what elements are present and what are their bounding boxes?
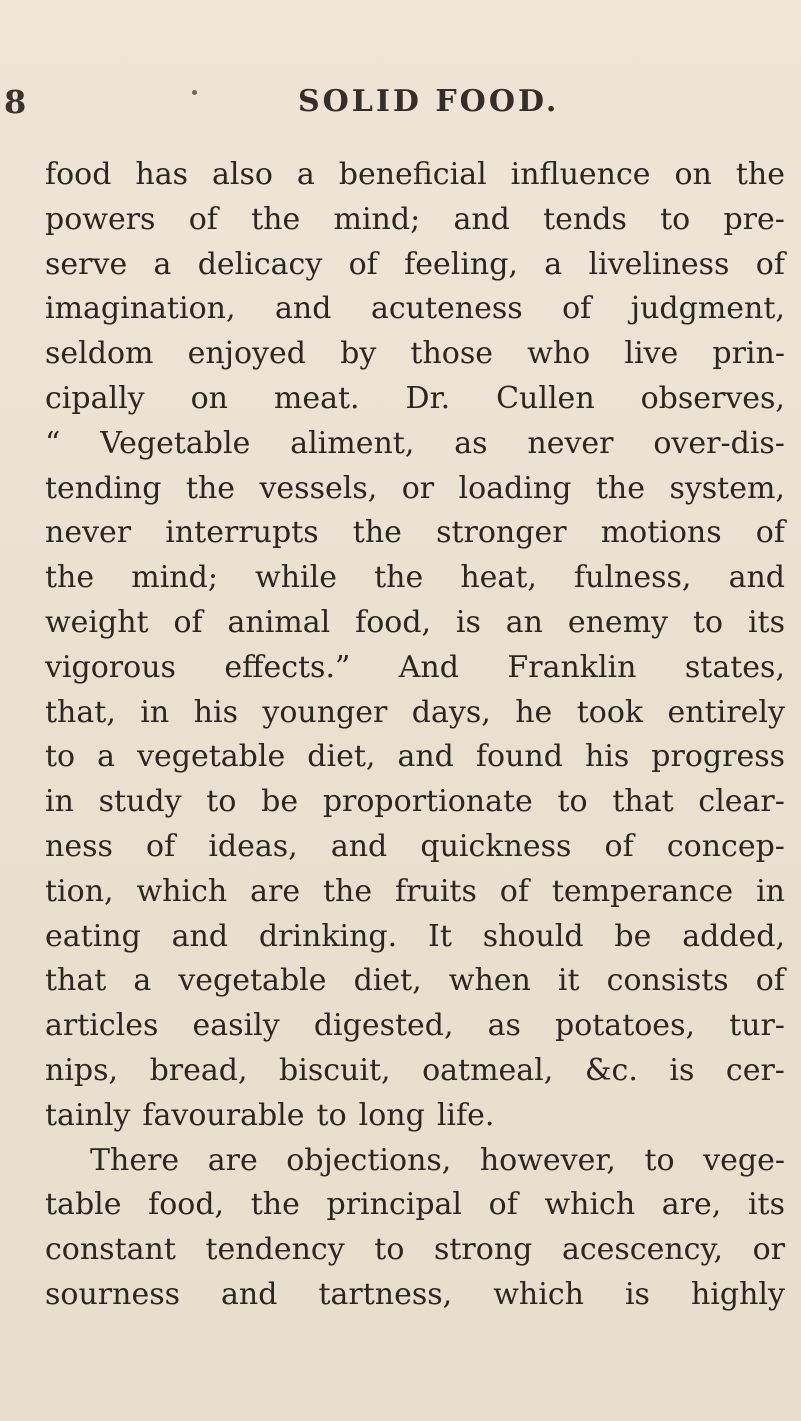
word: be [614, 918, 652, 954]
word: eating [45, 918, 141, 954]
running-head-title: SOLID FOOD. [298, 84, 560, 119]
word: study [98, 784, 182, 820]
word: And [398, 649, 459, 685]
word: ness [45, 828, 113, 864]
word: tending [45, 470, 162, 506]
word: by [340, 336, 377, 372]
text-line [45, 870, 785, 915]
word: “ [45, 425, 61, 461]
word: sourness [45, 1276, 180, 1312]
word: or [752, 1232, 785, 1268]
word: a [133, 963, 152, 999]
word: and [275, 291, 332, 327]
text-line [45, 601, 785, 646]
running-head [0, 82, 801, 122]
word: that [45, 963, 107, 999]
word: those [410, 336, 493, 372]
text-line [45, 198, 785, 243]
word: as [454, 425, 488, 461]
text-line [45, 691, 785, 736]
text-line [45, 825, 785, 870]
word: a [97, 739, 116, 775]
word: Cullen [496, 380, 595, 416]
word: life. [436, 1097, 495, 1133]
word: and [397, 739, 454, 775]
word: acuteness [370, 291, 523, 327]
word: never [527, 425, 614, 461]
text-line [45, 1183, 785, 1228]
word: oatmeal, [422, 1052, 554, 1088]
word: an [505, 604, 543, 640]
word: of [188, 201, 218, 237]
word: to [374, 1232, 405, 1268]
word: enemy [567, 604, 669, 640]
word: younger [262, 694, 388, 730]
word: judgment, [630, 291, 785, 327]
text-line [45, 467, 785, 512]
word: powers [45, 201, 156, 237]
body-text [45, 153, 785, 1318]
word: it [557, 963, 580, 999]
word: fruits [395, 873, 477, 909]
word: the [185, 470, 236, 506]
text-line [45, 1004, 785, 1049]
word: long [358, 1097, 425, 1133]
word: clear- [698, 784, 785, 820]
word: he [515, 694, 553, 730]
word: to [692, 604, 724, 640]
text-line [45, 1273, 785, 1318]
word: that [612, 784, 674, 820]
word: enjoyed [187, 336, 306, 372]
word: found [475, 739, 563, 775]
word: of [499, 873, 529, 909]
word: a [153, 246, 172, 282]
word: objections, [286, 1142, 452, 1178]
word: liveliness [588, 246, 730, 282]
word: the [250, 1187, 300, 1223]
word: days, [411, 694, 491, 730]
word: observes, [640, 380, 785, 416]
word: vegetable [178, 963, 327, 999]
word: beneficial [338, 157, 487, 192]
word: states, [684, 649, 785, 685]
word: tartness, [318, 1276, 453, 1312]
word: which [544, 1187, 636, 1223]
word: his [193, 694, 238, 730]
word: are [207, 1142, 258, 1178]
word: while [255, 560, 337, 596]
word: articles [45, 1008, 159, 1044]
word: effects.” [224, 649, 351, 685]
text-line [45, 422, 785, 467]
word: easily [192, 1008, 280, 1044]
text-line [45, 511, 785, 556]
word: Vegetable [100, 425, 251, 461]
print-speck [192, 90, 197, 95]
word: to [644, 1142, 675, 1178]
word: its [747, 1187, 785, 1223]
word: imagination, [45, 291, 236, 327]
word: tion, [45, 873, 114, 909]
word: of [562, 291, 592, 327]
word: There [90, 1142, 180, 1178]
word: mind; [333, 201, 421, 237]
word: in [140, 694, 170, 730]
word: progress [651, 739, 785, 775]
word: are [250, 873, 301, 909]
word: or [401, 470, 435, 506]
word: strong [433, 1232, 533, 1268]
word: of [488, 1187, 518, 1223]
word: weight [45, 604, 149, 640]
word: animal [227, 604, 331, 640]
word: a [296, 157, 315, 192]
word: of [755, 515, 785, 551]
word: aliment, [290, 425, 415, 461]
word: of [146, 828, 176, 864]
word: and [171, 918, 229, 954]
word: the [735, 157, 785, 192]
word: influence [510, 157, 651, 192]
word: bread, [149, 1052, 248, 1088]
word: table [45, 1187, 122, 1223]
word: on [190, 380, 228, 416]
word: vege- [703, 1142, 785, 1178]
word: nips, [45, 1052, 119, 1088]
word: vessels, [259, 470, 378, 506]
text-line [45, 646, 785, 691]
word: a [544, 246, 563, 282]
word: over-dis- [653, 425, 785, 461]
text-line [45, 959, 785, 1004]
word: delicacy [197, 246, 323, 282]
word: heat, [460, 560, 537, 596]
word: mind; [131, 560, 218, 596]
word: vigorous [45, 649, 176, 685]
word: vegetable [137, 739, 286, 775]
word: that, [45, 694, 116, 730]
word: took [576, 694, 644, 730]
word: to [316, 1097, 347, 1133]
word: the [45, 560, 95, 596]
text-line [45, 556, 785, 601]
word: interrupts [165, 515, 319, 551]
word: cipally [45, 380, 145, 416]
text-line [45, 1228, 785, 1273]
word: diet, [353, 963, 422, 999]
word: proportionate [322, 784, 533, 820]
word: food, [355, 604, 432, 640]
text-line [45, 915, 785, 960]
page-number: 8 [4, 83, 27, 121]
word: his [584, 739, 630, 775]
text-line [45, 153, 785, 198]
word: tends [543, 201, 627, 237]
word: of [348, 246, 378, 282]
word: Dr. [405, 380, 451, 416]
text-line [45, 287, 785, 332]
word: also [211, 157, 273, 192]
text-line [45, 735, 785, 780]
word: which [136, 873, 228, 909]
word: tur- [729, 1008, 785, 1044]
word: is [624, 1276, 650, 1312]
word: and [453, 201, 510, 237]
word: cer- [725, 1052, 785, 1088]
word: highly [690, 1276, 785, 1312]
word: food [45, 157, 112, 192]
word: constant [45, 1232, 176, 1268]
word: It [427, 918, 452, 954]
word: &c. [584, 1052, 638, 1088]
word: favourable [142, 1097, 305, 1133]
word: potatoes, [554, 1008, 695, 1044]
word: biscuit, [279, 1052, 391, 1088]
text-line [45, 1049, 785, 1094]
word: entirely [667, 694, 785, 730]
text-line [45, 243, 785, 288]
word: temperance [551, 873, 734, 909]
word: principal [326, 1187, 463, 1223]
word: in [45, 784, 74, 820]
word: added, [682, 918, 785, 954]
word: when [448, 963, 531, 999]
word: of [755, 246, 785, 282]
text-line-paragraph-end [45, 1094, 785, 1139]
word: of [604, 828, 634, 864]
word: of [173, 604, 203, 640]
word: is [669, 1052, 695, 1088]
word: to [206, 784, 237, 820]
word: the [323, 873, 373, 909]
word: and [330, 828, 388, 864]
word: prin- [712, 336, 785, 372]
word: to [557, 784, 588, 820]
word: as [487, 1008, 521, 1044]
word: are, [661, 1187, 722, 1223]
word: and [221, 1276, 278, 1312]
word: Franklin [507, 649, 637, 685]
word: the [374, 560, 424, 596]
word: seldom [45, 336, 154, 372]
word: should [482, 918, 584, 954]
word: is [455, 604, 481, 640]
word: in [756, 873, 785, 909]
word: motions [600, 515, 722, 551]
word: which [493, 1276, 584, 1312]
text-line [45, 332, 785, 377]
word: consists [606, 963, 729, 999]
word: tainly [45, 1097, 131, 1133]
text-line-paragraph-start [45, 1139, 785, 1184]
word: live [624, 336, 679, 372]
word: drinking. [258, 918, 398, 954]
word: concep- [666, 828, 785, 864]
word: on [674, 157, 712, 192]
word: has [135, 157, 189, 192]
word: system, [669, 470, 785, 506]
word: to [45, 739, 76, 775]
word: fulness, [574, 560, 692, 596]
word: diet, [307, 739, 376, 775]
word: and [728, 560, 785, 596]
word: serve [45, 246, 128, 282]
word: acescency, [561, 1232, 723, 1268]
word: loading [458, 470, 572, 506]
word: food, [148, 1187, 225, 1223]
word: the [251, 201, 301, 237]
word: quickness [420, 828, 572, 864]
text-line [45, 780, 785, 825]
word: be [261, 784, 299, 820]
word: who [527, 336, 591, 372]
word: ideas, [208, 828, 298, 864]
word: never [45, 515, 132, 551]
text-line [45, 377, 785, 422]
word: feeling, [404, 246, 518, 282]
word: its [747, 604, 785, 640]
word: tendency [205, 1232, 345, 1268]
word: stronger [436, 515, 567, 551]
word: the [595, 470, 645, 506]
word: of [755, 963, 785, 999]
word: the [352, 515, 402, 551]
word: meat. [273, 380, 360, 416]
word: pre- [723, 201, 785, 237]
word: to [660, 201, 691, 237]
word: digested, [313, 1008, 454, 1044]
word: however, [479, 1142, 616, 1178]
